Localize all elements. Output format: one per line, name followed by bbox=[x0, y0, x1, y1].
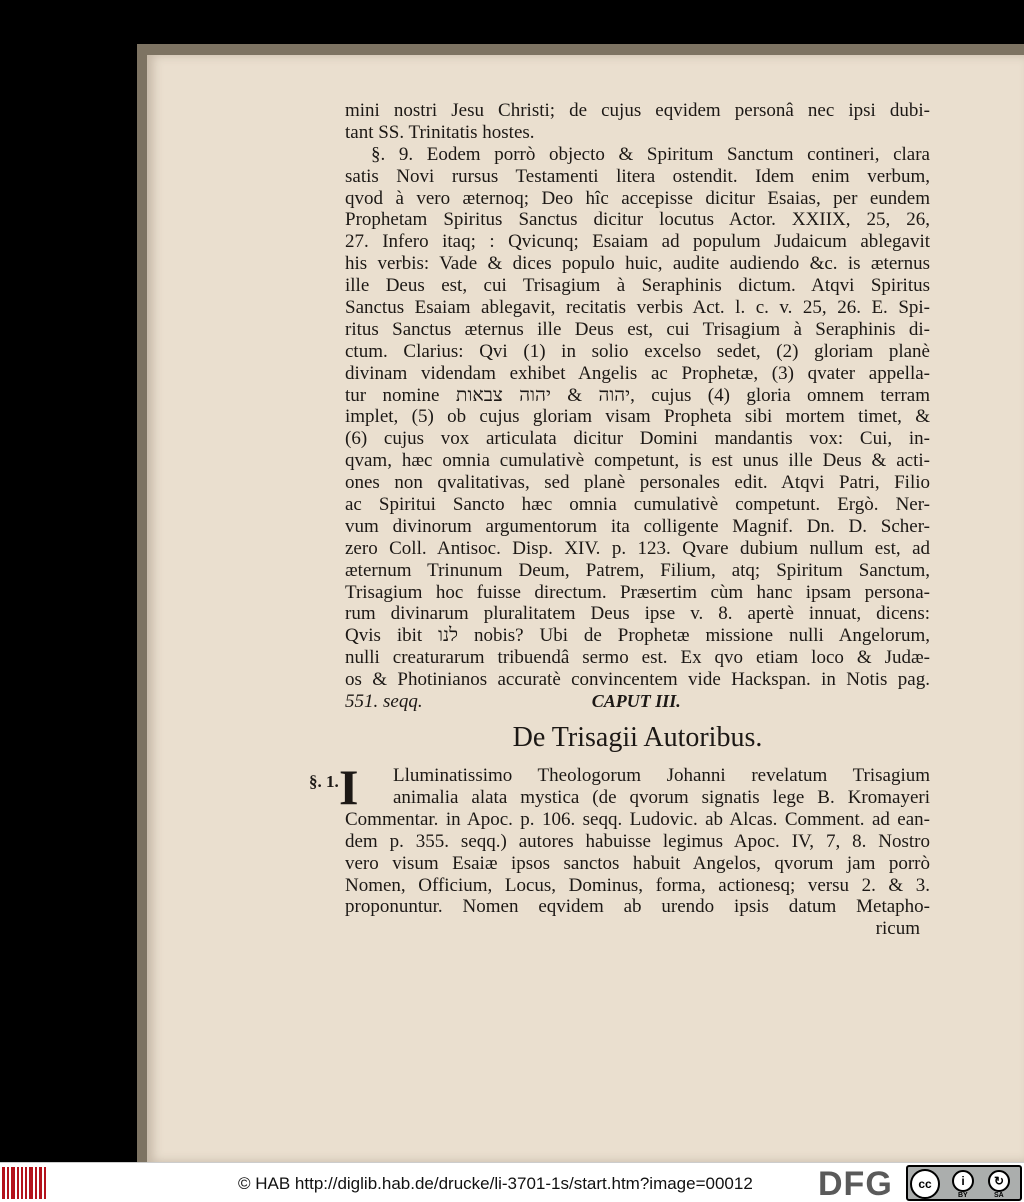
catchword: ricum bbox=[875, 918, 920, 940]
cc-icon: cc bbox=[910, 1169, 940, 1199]
text-line: zero Coll. Antisoc. Disp. XIV. p. 123. Qvare dubium nullum est, ad bbox=[345, 537, 930, 559]
text-line: Trisagium hoc fuisse directum. Præsertim cùm hanc ipsam persona- bbox=[345, 581, 930, 603]
sa-recycle-icon: ↻ bbox=[988, 1170, 1010, 1192]
text-line: ac Spiritui Sancto hæc omnia cumulativè competunt. Ergò. Ner- bbox=[345, 494, 930, 516]
by-label: BY bbox=[958, 1192, 968, 1199]
text-line: ctum. Clarius: Qvi (1) in solio excelso sedet, (2) gloriam planè bbox=[345, 340, 930, 362]
text-line: dem p. 355. seqq.) autores habuisse legimus Apoc. IV, 7, 8. Nostro bbox=[345, 830, 930, 852]
drop-cap: I bbox=[339, 759, 359, 816]
caput-row bbox=[345, 691, 930, 713]
section-paragraph bbox=[309, 759, 930, 940]
text-line: satis Novi rursus Testamenti litera ostendit. Idem enim verbum, bbox=[345, 165, 930, 187]
text-line: ritus Sanctus æternus ille Deus est, cui Trisagium à Seraphinis di- bbox=[345, 318, 930, 340]
text-line: animalia alata mystica (de qvorum signatis lege B. Kromayeri bbox=[393, 786, 930, 808]
sa-label: SA bbox=[994, 1192, 1004, 1199]
text-line: mini nostri Jesu Christi; de cujus eqvidem personâ nec ipsi dubi- bbox=[345, 100, 930, 121]
text-line: Sanctus Esaiam ablegavit, recitatis verbis Act. l. c. v. 25, 26. E. Spi- bbox=[345, 297, 930, 319]
chapter-heading: De Trisagii Autoribus. bbox=[512, 722, 763, 754]
copyright-credit[interactable] bbox=[238, 1174, 753, 1194]
dfg-logo: DFG bbox=[818, 1165, 893, 1202]
text-line: Commentar. in Apoc. p. 106. seqq. Ludovic. ab Alcas. Comment. ad ean- bbox=[345, 808, 930, 830]
text-line: ones non qvalitativas, sed planè personales edit. Atqvi Patri, Filio bbox=[345, 472, 930, 494]
text-line: Lluminatissimo Theologorum Johanni revelatum Trisagium bbox=[393, 765, 930, 787]
text-line: (6) cujus vox articulata dicitur Domini mandantis vox: Cui, in- bbox=[345, 428, 930, 450]
cc-license-badge[interactable] bbox=[906, 1165, 1022, 1201]
text-line: 27. Infero itaq; : Qvicunq; Esaiam ad populum Judaicum ablegavit bbox=[345, 231, 930, 253]
text-line: implet, (5) ob cujus gloriam visam Propheta sibi mortem timet, & bbox=[345, 406, 930, 428]
text-line: proponuntur. Nomen eqvidem ab urendo ipsis datum Metapho- bbox=[345, 896, 930, 918]
text-line: §. 9. Eodem porrò objecto & Spiritum Sanctum contineri, clara bbox=[371, 143, 930, 165]
section-mark: §. 1. bbox=[309, 772, 339, 792]
catch-reference: 551. seqq. bbox=[345, 691, 423, 713]
text-line: nulli creaturarum tribuendâ sermo est. Ex qvo etiam loco & Judæ- bbox=[345, 647, 930, 669]
text-line: tant SS. Trinitatis hostes. bbox=[345, 121, 535, 143]
text-line: ille Deus est, cui Trisagium à Seraphinis dictum. Atqvi Spiritus bbox=[345, 275, 930, 297]
text-line: rum divinarum pluralitatem Deus ipse v. 8. apertè innuat, dicens: bbox=[345, 603, 930, 625]
text-line: tur nomine יהוה & יהוה צבאות, cujus (4) gloria omnem terram bbox=[345, 384, 930, 406]
footer-bar bbox=[0, 1162, 1024, 1202]
library-barcode-icon bbox=[2, 1167, 46, 1199]
text-line: Prophetam Spiritus Sanctus dicitur locutus Actor. XXIIX, 25, 26, bbox=[345, 209, 930, 231]
text-line: Nomen, Officium, Locus, Dominus, forma, actionesq; versu 2. & 3. bbox=[345, 874, 930, 896]
text-line: Qvis ibit לנו nobis? Ubi de Prophetæ missione nulli Angelorum, bbox=[345, 625, 930, 647]
credit-link[interactable]: © HAB http://diglib.hab.de/drucke/li-3701-1s/start.htm?image=00012 bbox=[238, 1174, 753, 1193]
text-line: divinam videndam exhibet Angelis ac Prophetæ, (3) qvater appella- bbox=[345, 362, 930, 384]
text-line: vero visum Esaiæ ipsos sanctos habuit Angelos, qvorum jam porrò bbox=[345, 852, 930, 874]
text-line: vum divinorum argumentorum ita colligente Magnif. Dn. D. Scher- bbox=[345, 515, 930, 537]
text-line: his verbis: Vade & dices populo huic, audite audiendo &c. is æternus bbox=[345, 253, 930, 275]
text-line: æternum Trinunum Deum, Patrem, Filium, atq; Spiritum Sanctum, bbox=[345, 559, 930, 581]
page-text bbox=[309, 100, 930, 940]
text-line: qvam, hæc omnia cumulativè competunt, is est unus ille Deus & acti- bbox=[345, 450, 930, 472]
text-line: os & Photinianos accuratè convincentem vide Hackspan. in Notis pag. bbox=[345, 669, 930, 691]
chapter-label: CAPUT III. bbox=[591, 691, 681, 712]
text-line: qvod à vero æternoq; Deo hîc accepisse dicitur Esaias, per eundem bbox=[345, 187, 930, 209]
by-person-icon: i bbox=[952, 1170, 974, 1192]
